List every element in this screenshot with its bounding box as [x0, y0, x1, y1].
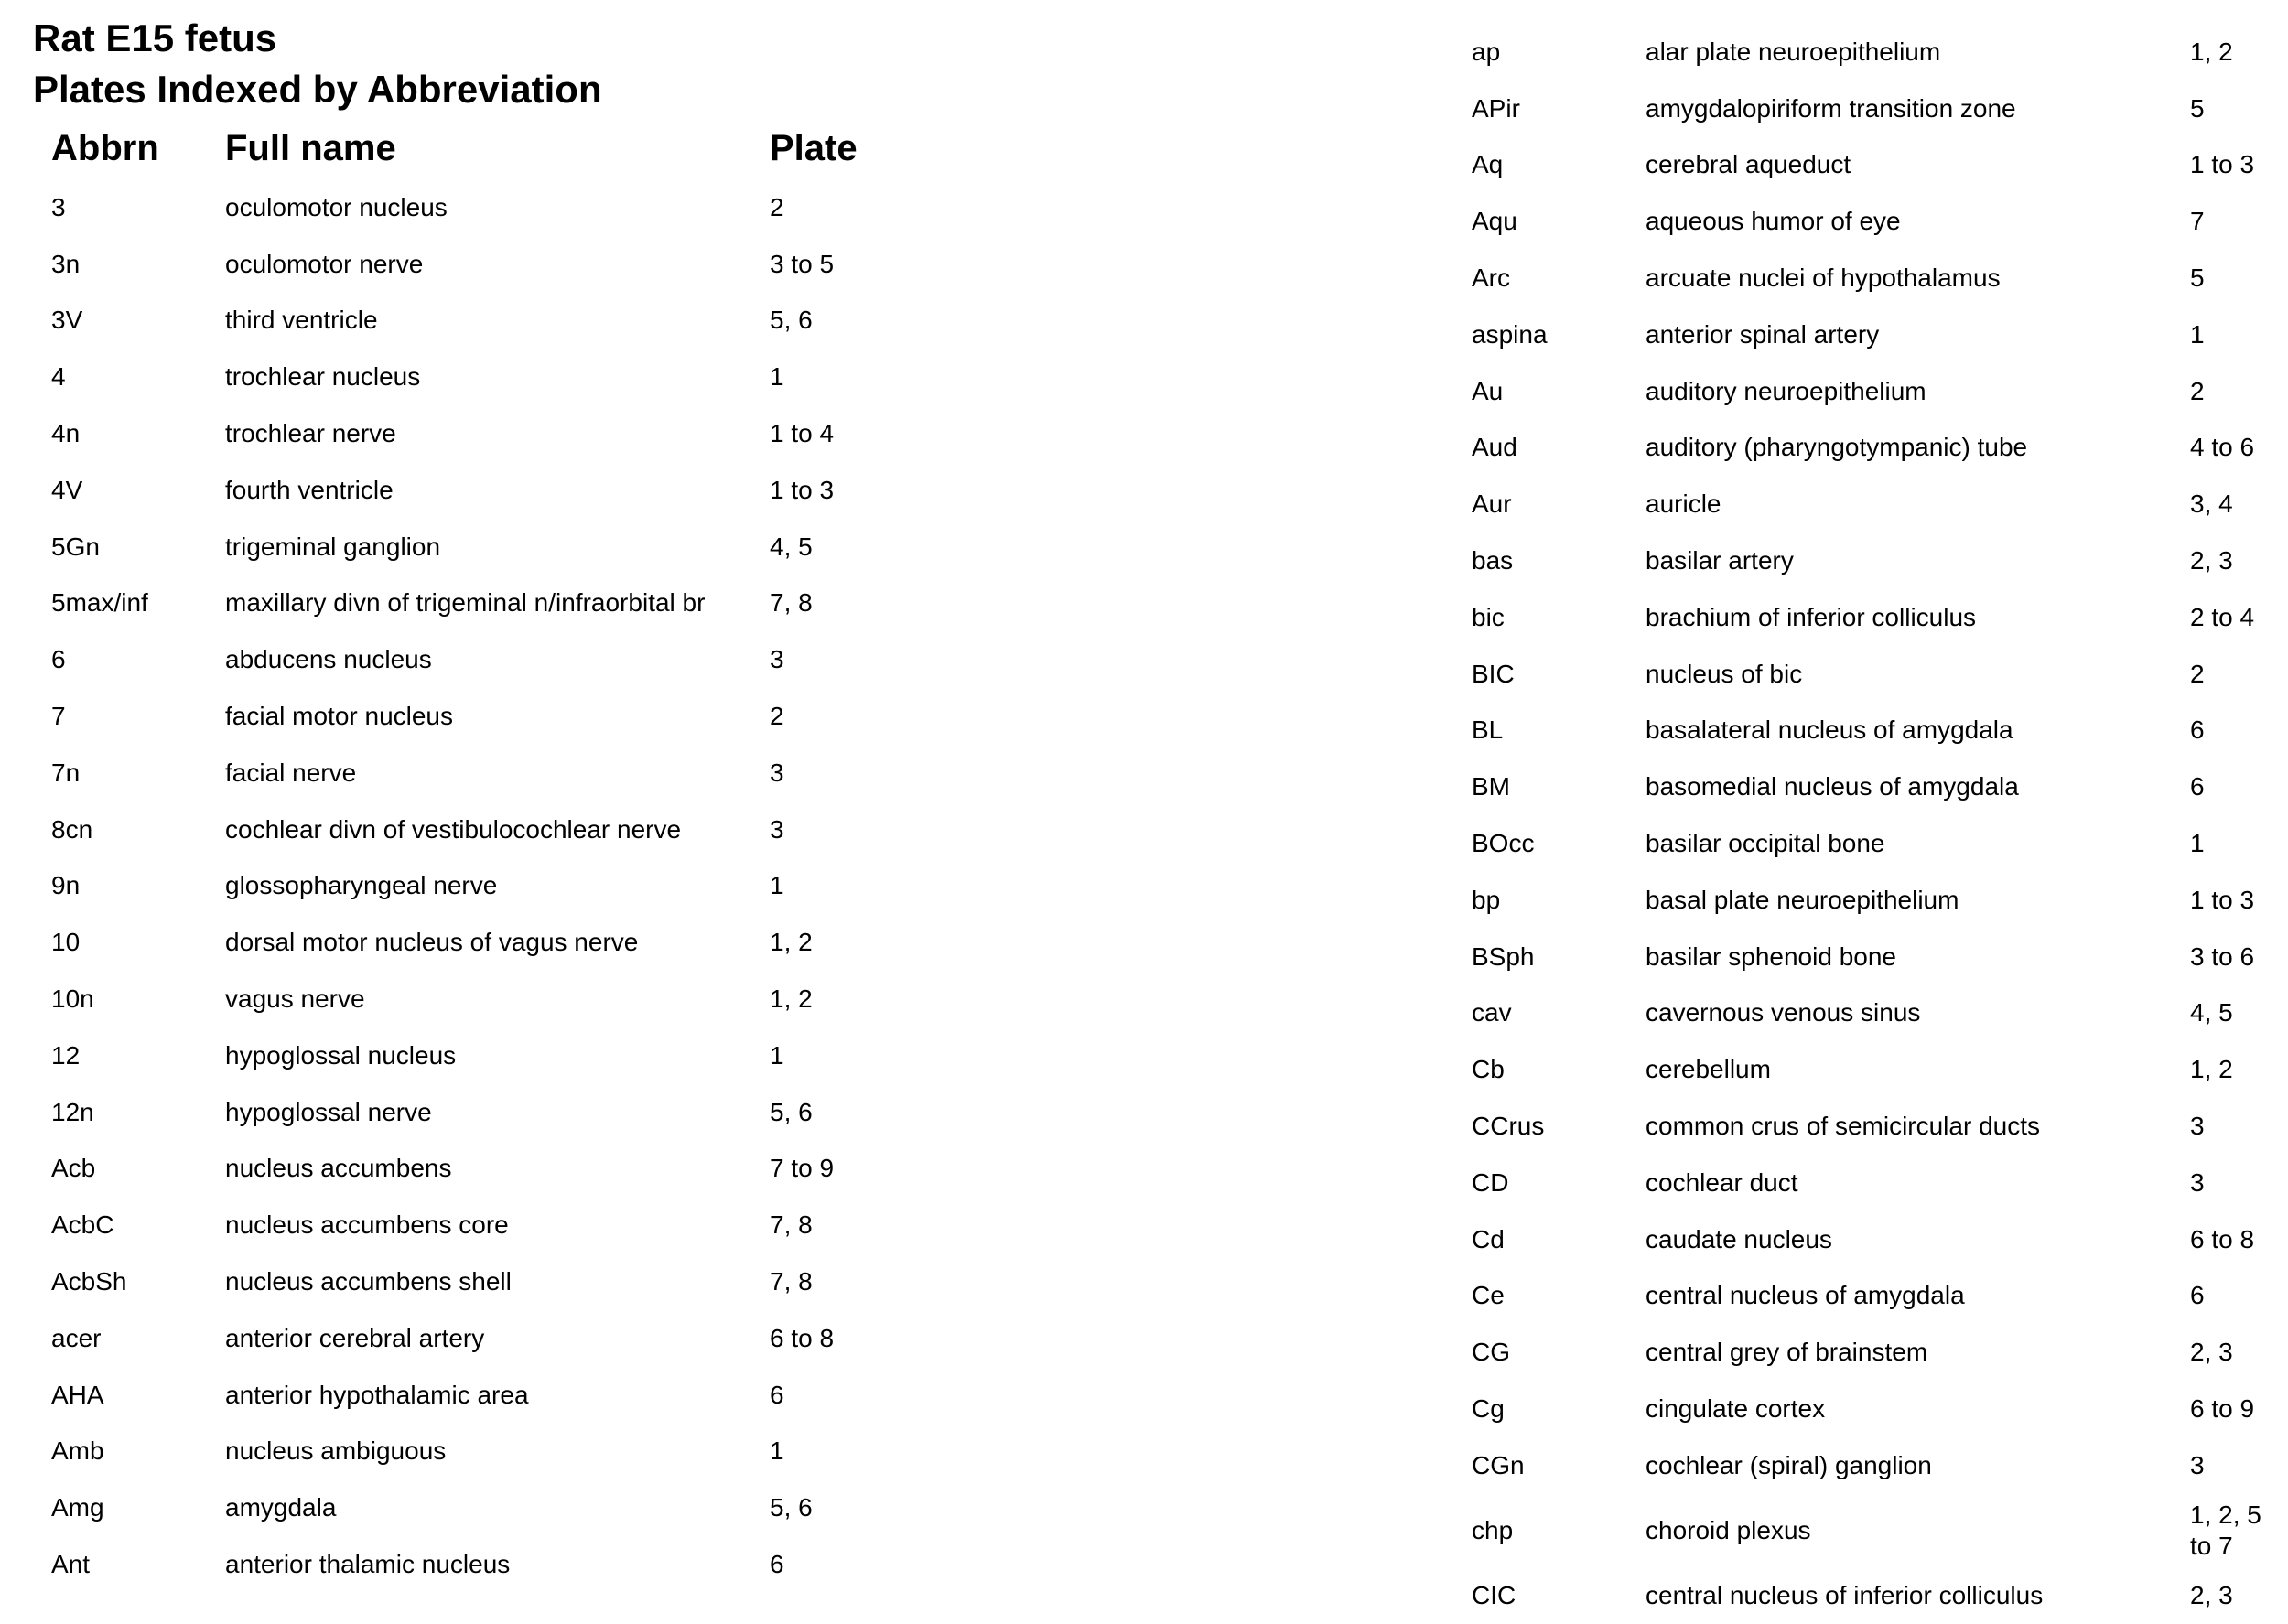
abbreviation-cell: bp: [1472, 885, 1501, 914]
abbreviation-cell: 4n: [51, 419, 81, 448]
plate-cell: 6: [770, 1380, 784, 1409]
abbreviation-cell: 3V: [51, 306, 83, 335]
full-name-cell: basomedial nucleus of amygdala: [1646, 772, 2019, 801]
full-name-cell: facial nerve: [225, 758, 357, 787]
abbreviation-cell: BL: [1472, 715, 1504, 745]
plate-cell: 5, 6: [770, 1493, 813, 1522]
full-name-cell: central nucleus of inferior colliculus: [1646, 1580, 2044, 1609]
table-row: [51, 236, 953, 293]
document-title: Rat E15 fetus: [33, 16, 277, 59]
abbreviation-cell: ap: [1472, 37, 1501, 66]
plate-cell: 6: [2190, 1281, 2205, 1310]
abbreviation-cell: CD: [1472, 1167, 1509, 1197]
abbreviation-cell: Aqu: [1472, 207, 1517, 236]
table-row: [1472, 703, 2282, 759]
full-name-cell: amygdala: [225, 1493, 337, 1522]
abbreviation-cell: chp: [1472, 1515, 1514, 1544]
abbreviation-cell: APir: [1472, 93, 1520, 123]
table-row: [51, 1424, 953, 1480]
table-row: [51, 462, 953, 519]
abbreviation-cell: bic: [1472, 602, 1505, 631]
table-row: [51, 971, 953, 1027]
plate-cell: 1: [770, 871, 784, 900]
table-row: [51, 519, 953, 575]
right-index-table: [1472, 24, 2282, 1624]
plate-cell: 3: [770, 645, 784, 674]
table-row: [51, 1084, 953, 1141]
table-row: [1472, 476, 2282, 532]
abbreviation-cell: AHA: [51, 1380, 104, 1409]
full-name-cell: cochlear duct: [1646, 1167, 1798, 1197]
abbreviation-cell: 7: [51, 702, 66, 731]
full-name-cell: arcuate nuclei of hypothalamus: [1646, 263, 2001, 293]
abbreviation-cell: cav: [1472, 998, 1512, 1027]
table-row: [1472, 646, 2282, 703]
abbreviation-cell: Amb: [51, 1436, 104, 1466]
full-name-cell: auditory neuroepithelium: [1646, 376, 1926, 405]
full-name-cell: basal plate neuroepithelium: [1646, 885, 1959, 914]
document-subtitle: Plates Indexed by Abbreviation: [33, 68, 602, 111]
plate-cell: 3: [2190, 1450, 2205, 1479]
table-row: [1472, 1268, 2282, 1325]
table-row: [51, 405, 953, 462]
table-row: [1472, 1041, 2282, 1098]
full-name-cell: nucleus ambiguous: [225, 1436, 447, 1466]
table-row: [1472, 815, 2282, 872]
plate-cell: 1, 2: [770, 984, 813, 1014]
abbreviation-cell: 5Gn: [51, 532, 100, 561]
plate-cell: 7, 8: [770, 1267, 813, 1296]
table-row: [51, 745, 953, 801]
table-row: [1472, 532, 2282, 589]
table-row: [1472, 985, 2282, 1042]
abbreviation-cell: 12n: [51, 1097, 94, 1126]
full-name-cell: basilar occipital bone: [1646, 829, 1885, 858]
table-row: [51, 575, 953, 632]
full-name-cell: basalateral nucleus of amygdala: [1646, 715, 2013, 745]
full-name-cell: anterior cerebral artery: [225, 1323, 485, 1352]
table-row: [1472, 193, 2282, 250]
abbreviation-cell: BM: [1472, 772, 1510, 801]
plate-cell: 2, 3: [2190, 1580, 2233, 1609]
plate-cell: 1: [2190, 829, 2205, 858]
abbreviation-cell: acer: [51, 1323, 102, 1352]
table-row: [51, 1367, 953, 1424]
full-name-cell: brachium of inferior colliculus: [1646, 602, 1977, 631]
abbreviation-cell: Ce: [1472, 1281, 1505, 1310]
table-row: [51, 688, 953, 745]
abbreviation-cell: 12: [51, 1040, 81, 1070]
table-row: [1472, 1211, 2282, 1268]
full-name-cell: facial motor nucleus: [225, 702, 454, 731]
plate-cell: 1, 2, 5 to 7: [2190, 1500, 2261, 1560]
abbreviation-cell: Au: [1472, 376, 1504, 405]
plate-cell: 1 to 3: [770, 475, 835, 504]
plate-cell: 2: [2190, 376, 2205, 405]
full-name-cell: anterior spinal artery: [1646, 319, 1880, 349]
table-row: [1472, 1098, 2282, 1155]
abbreviation-cell: Aud: [1472, 433, 1517, 462]
abbreviation-cell: 8cn: [51, 814, 93, 844]
abbreviation-cell: CGn: [1472, 1450, 1525, 1479]
full-name-cell: fourth ventricle: [225, 475, 394, 504]
table-row: [51, 801, 953, 858]
title-block: [33, 13, 602, 115]
full-name-cell: vagus nerve: [225, 984, 365, 1014]
table-row: [51, 631, 953, 688]
abbreviation-cell: CIC: [1472, 1580, 1516, 1609]
abbreviation-cell: BIC: [1472, 659, 1515, 688]
plate-cell: 1, 2: [2190, 37, 2233, 66]
abbreviation-cell: Arc: [1472, 263, 1510, 293]
header-abbreviation: Abbrn: [51, 127, 159, 168]
table-row: [1472, 589, 2282, 646]
full-name-cell: auditory (pharyngotympanic) tube: [1646, 433, 2028, 462]
plate-cell: 6 to 8: [770, 1323, 835, 1352]
full-name-cell: alar plate neuroepithelium: [1646, 37, 1941, 66]
full-name-cell: anterior hypothalamic area: [225, 1380, 529, 1409]
table-row: [1472, 1381, 2282, 1437]
plate-cell: 7, 8: [770, 588, 813, 618]
table-header: [51, 117, 953, 179]
full-name-cell: basilar artery: [1646, 546, 1794, 575]
full-name-cell: third ventricle: [225, 306, 378, 335]
full-name-cell: glossopharyngeal nerve: [225, 871, 498, 900]
plate-cell: 3: [770, 758, 784, 787]
table-row: [51, 1253, 953, 1310]
abbreviation-cell: Cd: [1472, 1224, 1505, 1253]
plate-cell: 3: [2190, 1167, 2205, 1197]
plate-cell: 5: [2190, 263, 2205, 293]
abbreviation-cell: 5max/inf: [51, 588, 148, 618]
full-name-cell: trigeminal ganglion: [225, 532, 441, 561]
abbreviation-cell: AcbSh: [51, 1267, 127, 1296]
plate-cell: 1 to 4: [770, 419, 835, 448]
full-name-cell: common crus of semicircular ducts: [1646, 1112, 2041, 1141]
abbreviation-cell: aspina: [1472, 319, 1548, 349]
table-row: [51, 179, 953, 236]
abbreviation-cell: CG: [1472, 1338, 1510, 1367]
plate-cell: 3 to 6: [2190, 941, 2255, 971]
abbreviation-cell: BOcc: [1472, 829, 1535, 858]
full-name-cell: nucleus accumbens core: [225, 1210, 509, 1240]
abbreviation-cell: Aq: [1472, 150, 1504, 179]
table-row: [1472, 1567, 2282, 1624]
full-name-cell: oculomotor nerve: [225, 249, 424, 278]
table-row: [1472, 24, 2282, 81]
plate-cell: 1, 2: [770, 928, 813, 957]
table-row: [51, 858, 953, 915]
table-row: [1472, 307, 2282, 363]
full-name-cell: nucleus of bic: [1646, 659, 1803, 688]
table-row: [1472, 250, 2282, 307]
right-rows: [1472, 24, 2282, 1624]
abbreviation-cell: AcbC: [51, 1210, 114, 1240]
plate-cell: 7: [2190, 207, 2205, 236]
header-full-name: Full name: [225, 127, 396, 168]
full-name-cell: amygdalopiriform transition zone: [1646, 93, 2016, 123]
abbreviation-cell: 6: [51, 645, 66, 674]
table-row: [51, 1141, 953, 1198]
plate-cell: 6 to 8: [2190, 1224, 2255, 1253]
table-row: [51, 293, 953, 350]
full-name-cell: caudate nucleus: [1646, 1224, 1832, 1253]
plate-cell: 7, 8: [770, 1210, 813, 1240]
abbreviation-cell: Aur: [1472, 489, 1512, 519]
abbreviation-cell: bas: [1472, 546, 1514, 575]
abbreviation-cell: Ant: [51, 1550, 91, 1579]
full-name-cell: trochlear nucleus: [225, 362, 421, 392]
table-row: [51, 1479, 953, 1536]
table-row: [1472, 1155, 2282, 1211]
full-name-cell: central nucleus of amygdala: [1646, 1281, 1965, 1310]
table-row: [1472, 1324, 2282, 1381]
full-name-cell: cochlear divn of vestibulocochlear nerve: [225, 814, 682, 844]
plate-cell: 5, 6: [770, 1097, 813, 1126]
plate-cell: 1: [770, 362, 784, 392]
full-name-cell: dorsal motor nucleus of vagus nerve: [225, 928, 639, 957]
abbreviation-cell: 9n: [51, 871, 81, 900]
abbreviation-cell: Cg: [1472, 1394, 1505, 1424]
plate-cell: 4, 5: [2190, 998, 2233, 1027]
full-name-cell: aqueous humor of eye: [1646, 207, 1901, 236]
plate-cell: 3: [2190, 1112, 2205, 1141]
abbreviation-cell: 3: [51, 192, 66, 221]
full-name-cell: central grey of brainstem: [1646, 1338, 1928, 1367]
header-plate: Plate: [770, 127, 858, 168]
plate-cell: 5, 6: [770, 306, 813, 335]
abbreviation-cell: 10n: [51, 984, 94, 1014]
table-row: [1472, 1494, 2282, 1567]
plate-cell: 4, 5: [770, 532, 813, 561]
full-name-cell: choroid plexus: [1646, 1515, 1811, 1544]
plate-cell: 1, 2: [2190, 1055, 2233, 1084]
table-row: [51, 349, 953, 405]
abbreviation-cell: 4: [51, 362, 66, 392]
abbreviation-cell: CCrus: [1472, 1112, 1545, 1141]
left-rows: [51, 179, 953, 1593]
table-row: [1472, 363, 2282, 420]
abbreviation-cell: BSph: [1472, 941, 1535, 971]
full-name-cell: hypoglossal nerve: [225, 1097, 432, 1126]
full-name-cell: nucleus accumbens shell: [225, 1267, 512, 1296]
table-row: [51, 1310, 953, 1367]
plate-cell: 6 to 9: [2190, 1394, 2255, 1424]
full-name-cell: basilar sphenoid bone: [1646, 941, 1896, 971]
full-name-cell: abducens nucleus: [225, 645, 432, 674]
abbreviation-cell: 3n: [51, 249, 81, 278]
plate-cell: 1: [2190, 319, 2205, 349]
plate-cell: 3: [770, 814, 784, 844]
table-row: [1472, 137, 2282, 194]
plate-cell: 1: [770, 1436, 784, 1466]
plate-cell: 3, 4: [2190, 489, 2233, 519]
table-row: [1472, 420, 2282, 477]
table-row: [1472, 758, 2282, 815]
table-row: [1472, 872, 2282, 929]
plate-cell: 2, 3: [2190, 1338, 2233, 1367]
left-index-table: [51, 117, 953, 1593]
table-row: [1472, 1437, 2282, 1494]
plate-cell: 3 to 5: [770, 249, 835, 278]
full-name-cell: maxillary divn of trigeminal n/infraorbital br: [225, 588, 706, 618]
abbreviation-cell: 7n: [51, 758, 81, 787]
table-row: [51, 1197, 953, 1253]
abbreviation-cell: 10: [51, 928, 81, 957]
plate-cell: 1 to 3: [2190, 885, 2255, 914]
plate-cell: 6: [2190, 715, 2205, 745]
abbreviation-cell: 4V: [51, 475, 83, 504]
abbreviation-cell: Amg: [51, 1493, 104, 1522]
full-name-cell: oculomotor nucleus: [225, 192, 448, 221]
full-name-cell: cerebellum: [1646, 1055, 1771, 1084]
full-name-cell: cerebral aqueduct: [1646, 150, 1851, 179]
plate-cell: 2, 3: [2190, 546, 2233, 575]
plate-cell: 2: [2190, 659, 2205, 688]
full-name-cell: anterior thalamic nucleus: [225, 1550, 511, 1579]
plate-cell: 7 to 9: [770, 1154, 835, 1183]
full-name-cell: auricle: [1646, 489, 1721, 519]
full-name-cell: nucleus accumbens: [225, 1154, 452, 1183]
full-name-cell: cingulate cortex: [1646, 1394, 1826, 1424]
full-name-cell: cochlear (spiral) ganglion: [1646, 1450, 1932, 1479]
full-name-cell: hypoglossal nucleus: [225, 1040, 457, 1070]
abbreviation-cell: Cb: [1472, 1055, 1505, 1084]
plate-cell: 2: [770, 702, 784, 731]
plate-cell: 5: [2190, 93, 2205, 123]
plate-cell: 2: [770, 192, 784, 221]
table-row: [51, 1536, 953, 1593]
table-row: [51, 914, 953, 971]
table-row: [51, 1027, 953, 1084]
plate-cell: 1: [770, 1040, 784, 1070]
plate-cell: 1 to 3: [2190, 150, 2255, 179]
table-row: [1472, 929, 2282, 985]
plate-cell: 4 to 6: [2190, 433, 2255, 462]
full-name-cell: trochlear nerve: [225, 419, 396, 448]
plate-cell: 6: [2190, 772, 2205, 801]
plate-cell: 2 to 4: [2190, 602, 2255, 631]
full-name-cell: cavernous venous sinus: [1646, 998, 1921, 1027]
abbreviation-cell: Acb: [51, 1154, 96, 1183]
table-row: [1472, 81, 2282, 137]
plate-cell: 6: [770, 1550, 784, 1579]
